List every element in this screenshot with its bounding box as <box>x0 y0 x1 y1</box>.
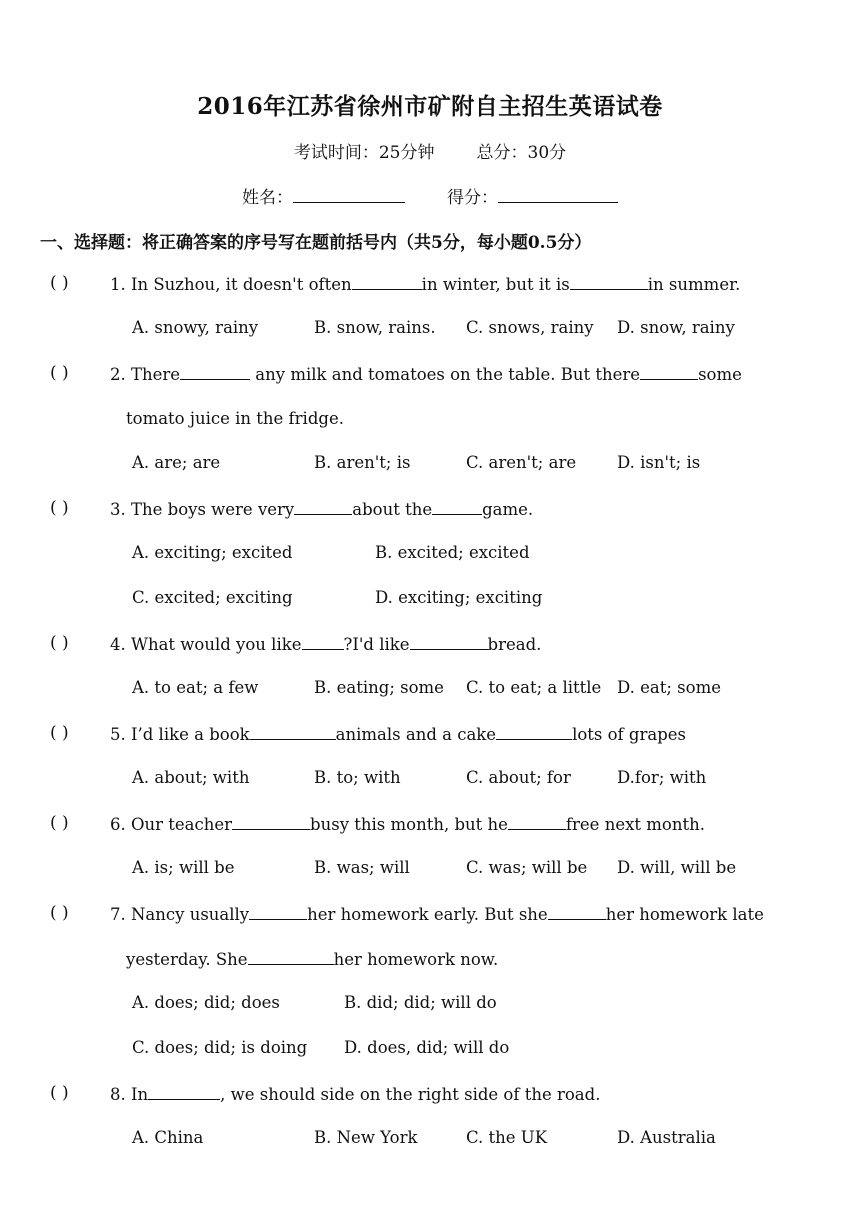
q7-continuation <box>126 948 498 971</box>
question-7 <box>110 903 764 926</box>
q4-option-c: C. to eat; a little <box>466 678 602 697</box>
q5-blank-2 <box>496 723 572 740</box>
q5-option-d: D.for; with <box>617 768 707 787</box>
q1-option-b: B. snow, rains. <box>314 318 436 337</box>
q3-text-2: about the <box>352 500 433 519</box>
q2-option-c: C. aren't; are <box>466 453 577 472</box>
q5-text-1: 5. I’d like a book <box>110 725 250 744</box>
q5-option-c: C. about; for <box>466 768 571 787</box>
q1-text-1: 1. In Suzhou, it doesn't often <box>110 275 352 294</box>
q2-option-d: D. isn't; is <box>617 453 701 472</box>
q1-option-a: A. snowy, rainy <box>132 318 259 337</box>
q2-continuation: tomato juice in the fridge. <box>126 409 344 428</box>
q6-blank-2 <box>508 813 566 830</box>
q7-text-1: 7. Nancy usually <box>110 905 250 924</box>
answer-paren-q2[interactable]: ( ) <box>50 363 69 383</box>
question-2 <box>110 363 742 386</box>
answer-paren-q3[interactable]: ( ) <box>50 498 69 518</box>
q6-text-2: busy this month, but he <box>310 815 508 834</box>
question-1 <box>110 273 740 296</box>
question-8 <box>110 1083 600 1106</box>
q2-text-1: 2. There <box>110 365 181 384</box>
q7-option-c: C. does; did; is doing <box>132 1038 308 1057</box>
q3-text-3: game. <box>482 500 534 519</box>
exam-time: 考试时间：25分钟 <box>293 143 435 163</box>
q3-option-c: C. excited; exciting <box>132 588 293 607</box>
q8-text-1: 8. In <box>110 1085 149 1104</box>
score-label: 得分： <box>447 188 498 208</box>
q4-blank-2 <box>410 633 488 650</box>
q8-option-c: C. the UK <box>466 1128 548 1147</box>
q3-blank-1 <box>294 498 352 515</box>
answer-paren-q7[interactable]: ( ) <box>50 903 69 923</box>
answer-paren-q6[interactable]: ( ) <box>50 813 69 833</box>
q1-blank-2 <box>570 273 648 290</box>
q2-option-a: A. are; are <box>132 453 221 472</box>
q3-text-1: 3. The boys were very <box>110 500 295 519</box>
q2-blank-1 <box>180 363 250 380</box>
q7-text-3: her homework late <box>605 905 764 924</box>
q6-text-3: free next month. <box>565 815 705 834</box>
q3-blank-2 <box>432 498 482 515</box>
q4-text-3: bread. <box>487 635 542 654</box>
name-label: 姓名： <box>242 188 293 208</box>
q6-option-d: D. will, will be <box>617 858 737 877</box>
q6-option-c: C. was; will be <box>466 858 588 877</box>
q6-text-1: 6. Our teacher <box>110 815 233 834</box>
q3-option-a: A. exciting; excited <box>132 543 293 562</box>
q5-option-b: B. to; with <box>314 768 401 787</box>
question-5 <box>110 723 686 746</box>
q5-text-2: animals and a cake <box>335 725 497 744</box>
q3-option-b: B. excited; excited <box>375 543 530 562</box>
answer-paren-q4[interactable]: ( ) <box>50 633 69 653</box>
q8-option-a: A. China <box>132 1128 204 1147</box>
exam-info <box>0 138 860 163</box>
name-score-line <box>0 183 860 208</box>
q7-text-2: her homework early. But she <box>307 905 548 924</box>
q4-text-1: 4. What would you like <box>110 635 302 654</box>
q1-text-2: in winter, but it is <box>421 275 570 294</box>
q6-blank-1 <box>232 813 310 830</box>
q7-blank-1 <box>249 903 307 920</box>
exam-total-score: 总分：30分 <box>476 143 567 163</box>
q2-text-2: any milk and tomatoes on the table. But there <box>250 365 641 384</box>
q4-option-b: B. eating; some <box>314 678 444 697</box>
q5-blank-1 <box>250 723 336 740</box>
score-blank[interactable] <box>498 186 618 203</box>
answer-paren-q5[interactable]: ( ) <box>50 723 69 743</box>
section-heading: 一、选择题：将正确答案的序号写在题前括号内（共5分，每小题0.5分） <box>40 233 592 253</box>
q1-option-c: C. snows, rainy <box>466 318 594 337</box>
q8-blank-1 <box>148 1083 220 1100</box>
q7-option-b: B. did; did; will do <box>344 993 497 1012</box>
q8-text-2: , we should side on the right side of the road. <box>220 1085 601 1104</box>
q1-option-d: D. snow, rainy <box>617 318 735 337</box>
q4-option-d: D. eat; some <box>617 678 721 697</box>
q7-option-a: A. does; did; does <box>132 993 280 1012</box>
q4-text-2: ?I'd like <box>343 635 410 654</box>
question-4 <box>110 633 541 656</box>
q4-blank-1 <box>302 633 344 650</box>
q5-option-a: A. about; with <box>132 768 250 787</box>
q7-blank-2 <box>548 903 606 920</box>
q8-option-d: D. Australia <box>617 1128 716 1147</box>
answer-paren-q8[interactable]: ( ) <box>50 1083 69 1103</box>
q2-blank-2 <box>640 363 698 380</box>
q8-option-b: B. New York <box>314 1128 418 1147</box>
q5-text-3: lots of grapes <box>572 725 686 744</box>
page-title: 2016年江苏省徐州市矿附自主招生英语试卷 <box>197 93 663 120</box>
q3-option-d: D. exciting; exciting <box>375 588 543 607</box>
q1-blank-1 <box>352 273 422 290</box>
question-6 <box>110 813 705 836</box>
q7-text-5: her homework now. <box>333 950 499 969</box>
q1-text-3: in summer. <box>647 275 741 294</box>
q4-option-a: A. to eat; a few <box>132 678 259 697</box>
q7-option-d: D. does, did; will do <box>344 1038 510 1057</box>
question-3 <box>110 498 533 521</box>
q2-option-b: B. aren't; is <box>314 453 411 472</box>
q7-text-4: yesterday. She <box>126 950 248 969</box>
q6-option-b: B. was; will <box>314 858 410 877</box>
q7-blank-3 <box>248 948 334 965</box>
q2-text-3: some <box>698 365 742 384</box>
q6-option-a: A. is; will be <box>132 858 235 877</box>
name-blank[interactable] <box>293 186 405 203</box>
answer-paren-q1[interactable]: ( ) <box>50 273 69 293</box>
